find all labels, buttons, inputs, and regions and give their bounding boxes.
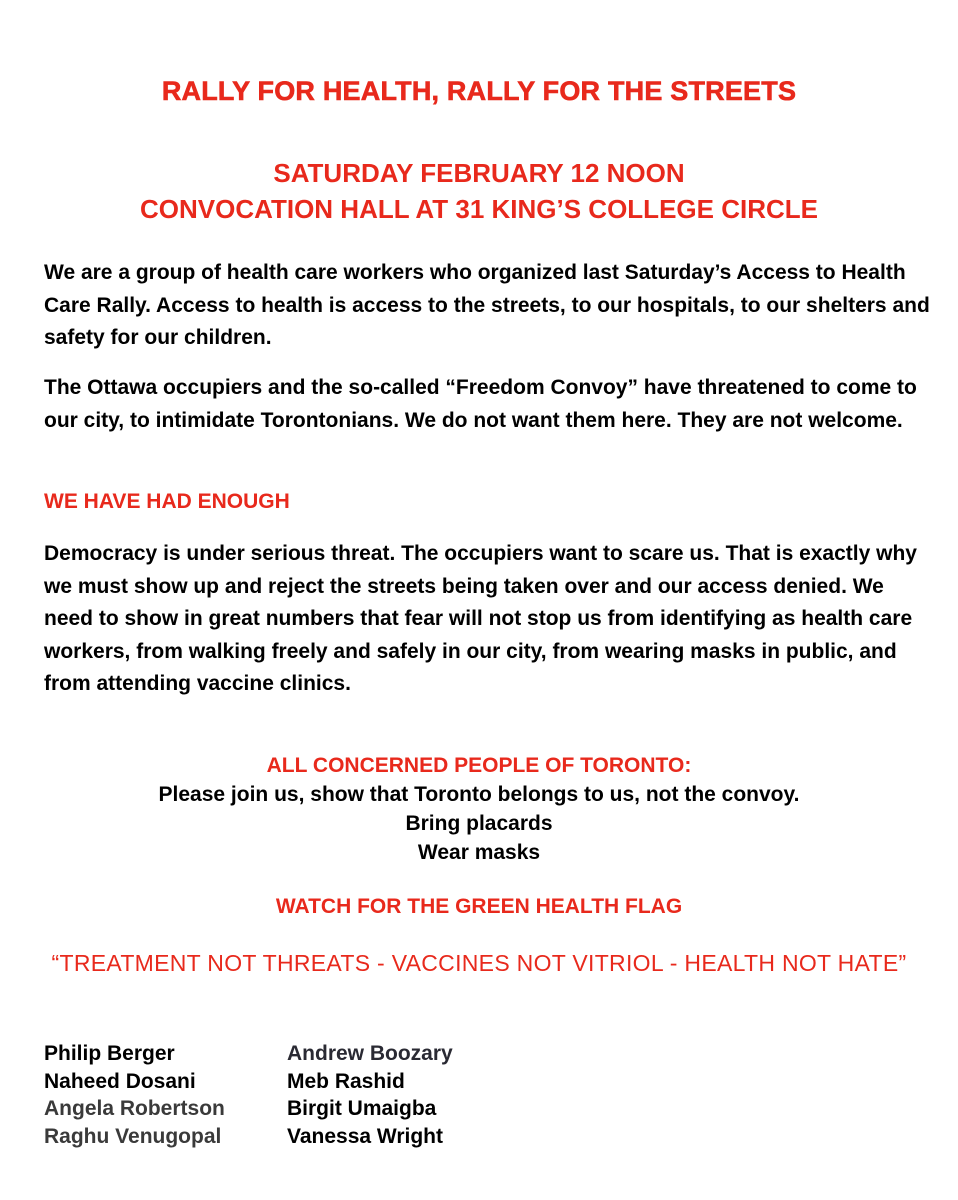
call-line: Please join us, show that Toronto belongs to us, not the convoy. — [158, 783, 800, 806]
signer-row — [44, 1123, 644, 1151]
event-date-time: SATURDAY FEBRUARY 12 NOON — [273, 158, 685, 188]
signer-name: Andrew Boozary — [287, 1042, 453, 1065]
signer-name: Vanessa Wright — [287, 1124, 444, 1148]
signers-list — [44, 1040, 644, 1150]
enough-subheading: WE HAVE HAD ENOUGH — [44, 490, 290, 513]
flyer-title: RALLY FOR HEALTH, RALLY FOR THE STREETS — [161, 76, 797, 106]
call-line: Wear masks — [417, 841, 541, 864]
signer-row — [44, 1095, 644, 1123]
signer-name: Angela Robertson — [44, 1097, 225, 1120]
convoy-paragraph: The Ottawa occupiers and the so-called “Freedom Convoy” have threatened to come to our city, to intimidate Torontonians. We do not want them here. They are not welcome. — [44, 376, 917, 432]
signer-name: Meb Rashid — [287, 1069, 405, 1093]
signer-name: Naheed Dosani — [44, 1069, 196, 1093]
call-to-action — [0, 751, 958, 867]
signer-name: Raghu Venugopal — [44, 1124, 222, 1148]
intro-paragraph: We are a group of health care workers who organized last Saturday’s Access to Health Care Rally. Access to health is access to the streets, to our hospitals, to our shelters and safety for our children. — [44, 261, 930, 349]
watch-flag-line: WATCH FOR THE GREEN HEALTH FLAG — [275, 895, 683, 918]
signer-name: Philip Berger — [44, 1042, 175, 1065]
call-line: Bring placards — [405, 812, 553, 835]
call-heading: ALL CONCERNED PEOPLE OF TORONTO: — [266, 754, 692, 777]
signer-row — [44, 1068, 644, 1096]
signer-name: Birgit Umaigba — [287, 1097, 437, 1120]
event-details — [0, 155, 958, 227]
signer-row — [44, 1040, 644, 1068]
event-location: CONVOCATION HALL AT 31 KING’S COLLEGE CIRCLE — [140, 194, 818, 224]
democracy-paragraph: Democracy is under serious threat. The occupiers want to scare us. That is exactly why we must show up and reject the streets being taken over and our access denied. We need to show in great numbers that fear will not stop us from identifying as health care workers, from walking freely and safely in our city, from wearing masks in public, and from attending vaccine clinics. — [44, 542, 917, 695]
slogan: “TREATMENT NOT THREATS - VACCINES NOT VITRIOL - HEALTH NOT HATE” — [51, 950, 907, 976]
